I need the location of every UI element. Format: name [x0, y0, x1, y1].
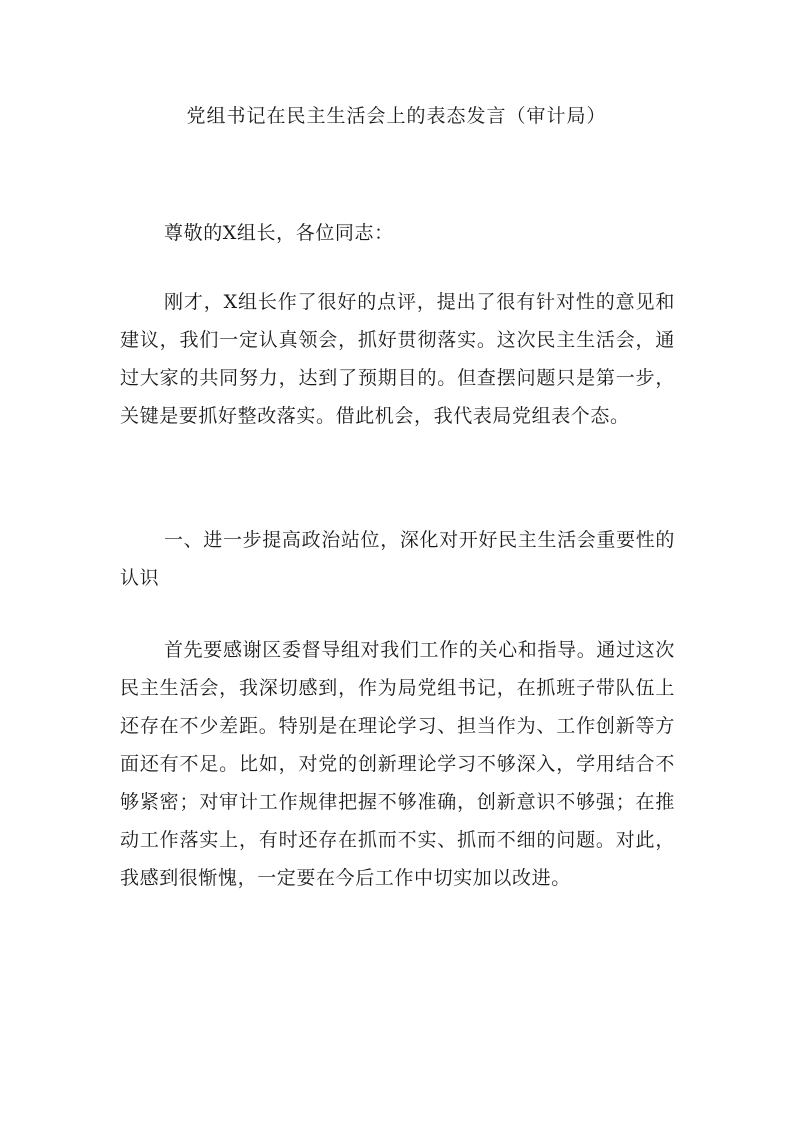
greeting-paragraph: 尊敬的X组长，各位同志： — [164, 222, 394, 244]
intro-paragraph: 刚才，X组长作了很好的点评，提出了很有针对性的意见和建议，我们一定认真领会，抓好贯彻落实。这次民主生活会，通过大家的共同努力，达到了预期目的。但查摆问题只是第一步，关键是要抓好整改落实。借此机会，我代表局党组表个态。 — [120, 291, 675, 427]
section-heading-1: 一、进一步提高政治站位，深化对开好民主生活会重要性的认识 — [120, 529, 675, 589]
document-title: 党组书记在民主生活会上的表态发言（审计局） — [186, 105, 607, 127]
section-1-body-paragraph: 首先要感谢区委督导组对我们工作的关心和指导。通过这次民主生活会，我深切感到，作为局党组书记，在抓班子带队伍上还存在不少差距。特别是在理论学习、担当作为、工作创新等方面还有不足。比如，对党的创新理论学习不够深入，学用结合不够紧密；对审计工作规律把握不够准确，创新意识不够强；在推动工作落实上，有时还存在抓而不实、抓而不细的问题。对此，我感到很惭愧，一定要在今后工作中切实加以改进。 — [120, 639, 675, 889]
